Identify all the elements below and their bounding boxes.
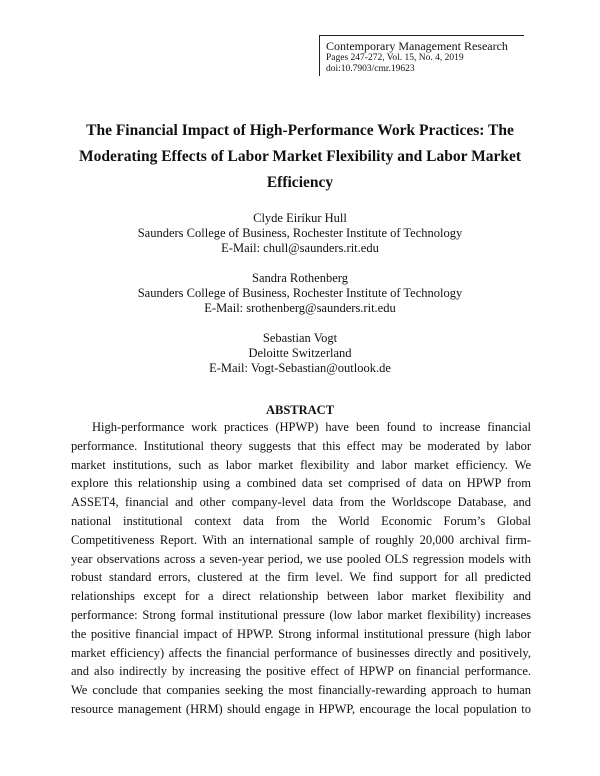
abstract-line: ASSET4, financial and other company-level data from the Worldscope Database, and [71,495,531,510]
abstract-line: and also indirectly by increasing the positive effect of HPWP on financial performance. [71,664,531,679]
author-affiliation: Saunders College of Business, Rochester Institute of Technology [137,226,463,240]
abstract-line: performance: Strong formal institutional pressure (low labor market flexibility) increases [71,607,531,622]
author-block [60,271,540,316]
abstract-line: market institutions, such as labor market flexibility and labor market efficiency. We [71,457,531,472]
abstract-body [71,418,531,719]
title-line: The Financial Impact of High-Performance Work Practices: The [86,122,514,139]
journal-name: Contemporary Management Research [326,39,508,53]
author-block [60,331,540,376]
abstract-line: performance. Institutional theory suggests that this effect may be moderated by labor [71,438,531,453]
author-affiliation: Saunders College of Business, Rochester Institute of Technology [137,286,463,300]
author-email: E-Mail: Vogt-Sebastian@outlook.de [209,361,391,375]
abstract-line: resource management (HRM) should engage in HPWP, encourage the local population to [71,701,531,716]
author-name: Sebastian Vogt [262,331,338,345]
abstract-line: national institutional context data from the World Economic Forum’s Global [71,513,531,528]
abstract-line: High-performance work practices (HPWP) have been found to increase financial [92,420,531,434]
paper-title [60,118,540,196]
abstract-line: year observations across a seven-year period, we use pooled OLS regression models with [71,551,531,566]
abstract-line: Competitiveness Report. With an international sample of roughly 20,000 archival firm- [71,532,531,547]
author-block [60,211,540,256]
journal-header [319,35,524,76]
author-email: E-Mail: srothenberg@saunders.rit.edu [204,301,396,315]
abstract-line: We conclude that companies seeking the most financially-rewarding approach to human [71,683,531,698]
abstract-line: explore this relationship using a combined data set comprised of data on HPWP from [71,476,531,491]
journal-doi: doi:10.7903/cmr.19623 [326,64,415,74]
abstract-line: robust standard errors, clustered at the firm level. We find support for all predicted [71,570,531,585]
abstract-line: relationships except for a direct relationship between labor market flexibility and [71,589,531,604]
title-line: Efficiency [266,174,334,191]
author-affiliation: Deloitte Switzerland [248,346,352,360]
title-line: Moderating Effects of Labor Market Flexibility and Labor Market [79,148,521,165]
author-email: E-Mail: chull@saunders.rit.edu [221,241,379,255]
author-name: Clyde Eiríkur Hull [253,211,347,225]
abstract-line: market efficiency) affects the financial performance of businesses directly and positively, [71,645,531,660]
abstract-heading: ABSTRACT [265,403,335,417]
journal-pages-volume: Pages 247-272, Vol. 15, No. 4, 2019 [326,53,464,63]
abstract-line: the positive financial impact of HPWP. Strong informal institutional pressure (high labor [71,626,531,641]
author-name: Sandra Rothenberg [252,271,348,285]
